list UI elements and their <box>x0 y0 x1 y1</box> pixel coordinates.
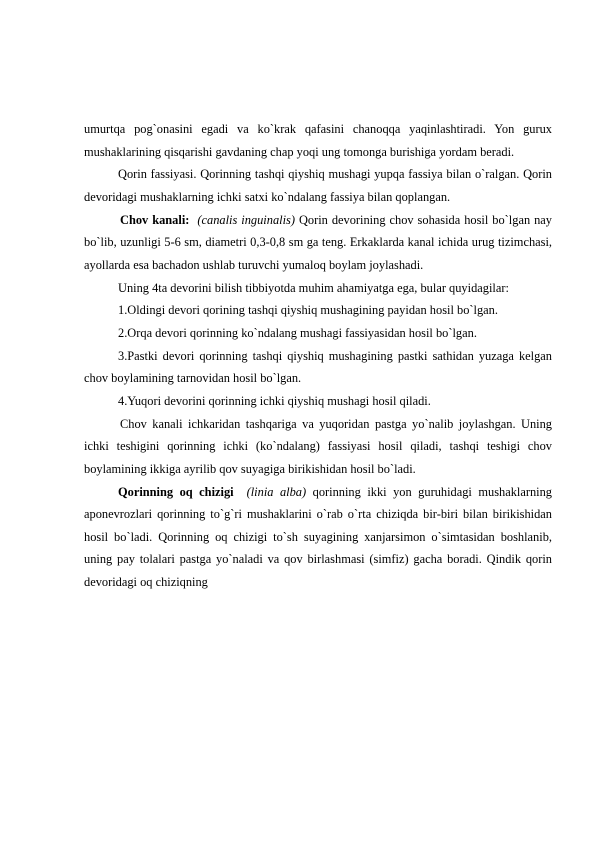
paragraph-chov-kanali <box>84 209 552 277</box>
paragraph-qorin-fassiyasi: Qorin fassiyasi. Qorinning tashqi qiyshiq mushagi yupqa fassiya bilan o`ralgan. Qorin devoridagi mushaklarning ichki satxi ko`ndalang fassiya bilan qoplangan. <box>84 167 552 204</box>
paragraph-oq-chizigi <box>84 481 552 594</box>
paragraph-chov-kanali-yonalishi: Chov kanali ichkaridan tashqariga va yuqoridan pastga yo`nalib joylashgan. Uning ichki teshigini qorinning ichki (ko`ndalang) fassiyasi hosil qiladi, tashqi teshigi chov boylamining ikkiga ayrilib qov suyagiga birikishidan hosil bo`ladi. <box>84 416 552 476</box>
paragraph-continuation: umurtqa pog`onasini egadi va ko`krak qafasini chanoqqa yaqinlashtiradi. Yon gurux mushaklarining qisqarishi gavdaning chap yoqi ung tomonga burishiga yordam beradi. <box>84 122 552 159</box>
paragraph-text: Qorin devorining chov sohasida hosil bo`lgan nay bo`lib, uzunligi 5-6 sm, diametri 0,3-0,8 sm ga teng. Erkaklarda kanal ichida urug tizimchasi, ayollarda esa bachadon ushlab turuvchi yumaloq boylam joylashadi. <box>84 212 553 272</box>
list-item: 1.Oldingi devori qorining tashqi qiyshiq mushagining payidan hosil bo`lgan. <box>118 303 498 318</box>
list-item: 4.Yuqori devorini qorinning ichki qiyshiq mushagi hosil qiladi. <box>118 393 431 408</box>
term-oq-chizigi: Qorinning oq chizigi <box>118 484 234 499</box>
latin-linia-alba: (linia alba) <box>246 484 307 499</box>
paragraph-devorlar-intro: Uning 4ta devorini bilish tibbiyotda muhim ahamiyatga ega, bular quyidagilar: <box>118 280 509 295</box>
paragraph-text: qorinning ikki yon guruhidagi mushaklarning aponevrozlari qorinning to`g`ri mushaklarini o`rab o`rta chiziqda bir-biri bilan birikishidan hosil bo`ladi. Qorinning oq chizigi to`sh suyagining xanjarsimon o`simtasidan boshlanib, uning pay tolalari pastga yo`naladi va qov birlashmasi (simfiz) gacha boradi. Qindik qorin devoridagi oq chiziqning <box>84 484 553 590</box>
list-item: 2.Orqa devori qorinning ko`ndalang mushagi fassiyasidan hosil bo`lgan. <box>118 325 477 340</box>
list-item: 3.Pastki devori qorinning tashqi qiyshiq mushagining pastki sathidan yuzaga kelgan chov boylamining tarnovidan hosil bo`lgan. <box>84 348 552 386</box>
term-chov-kanali: Chov kanali: <box>120 212 190 227</box>
latin-canalis-inguinalis: (canalis inguinalis) <box>197 212 295 227</box>
document-body <box>84 118 552 594</box>
